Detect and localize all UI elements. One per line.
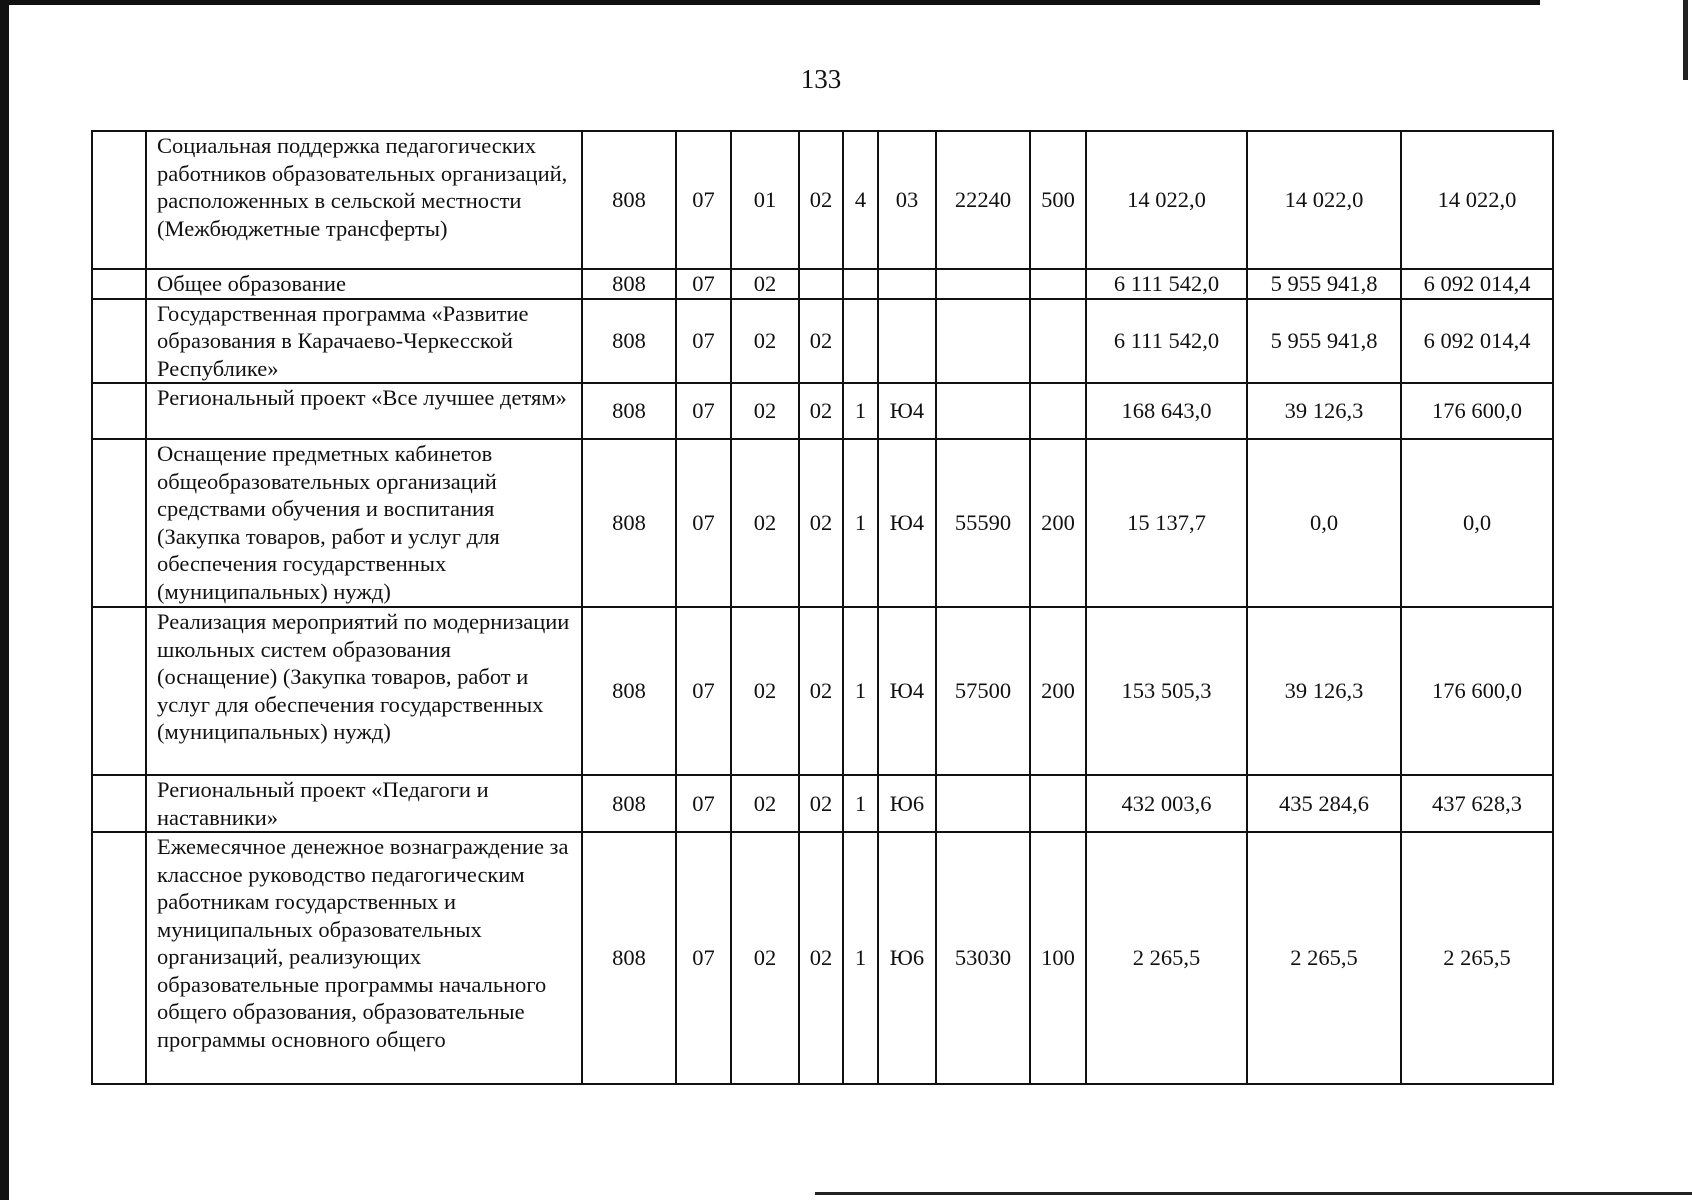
row-name: Региональный проект «Все лучшее детям» <box>146 383 582 439</box>
ministry-code: 808 <box>582 832 676 1084</box>
row-marker-cell <box>92 269 146 299</box>
ministry-code: 808 <box>582 131 676 269</box>
amount-year-3: 14 022,0 <box>1401 131 1553 269</box>
amount-year-3: 176 600,0 <box>1401 383 1553 439</box>
direction-code: 22240 <box>936 131 1030 269</box>
project-code <box>878 269 936 299</box>
budget-table <box>91 130 1554 1085</box>
row-marker-cell <box>92 832 146 1084</box>
subprogram-code: 1 <box>843 439 878 607</box>
section-code: 07 <box>676 383 731 439</box>
scan-bottom-border <box>815 1192 1692 1195</box>
table-row <box>92 832 1553 1084</box>
ministry-code: 808 <box>582 299 676 384</box>
amount-year-2: 5 955 941,8 <box>1247 269 1401 299</box>
amount-year-1: 153 505,3 <box>1086 607 1247 775</box>
amount-year-3: 6 092 014,4 <box>1401 299 1553 384</box>
direction-code <box>936 299 1030 384</box>
direction-code: 53030 <box>936 832 1030 1084</box>
project-code: Ю4 <box>878 607 936 775</box>
amount-year-1: 6 111 542,0 <box>1086 299 1247 384</box>
row-name: Государственная программа «Развитие образования в Карачаево-Черкесской Республике» <box>146 299 582 384</box>
project-code: Ю6 <box>878 832 936 1084</box>
table-row <box>92 439 1553 607</box>
subprogram-code <box>843 299 878 384</box>
scan-right-edge-mark <box>1683 0 1688 80</box>
table-row <box>92 269 1553 299</box>
program-code <box>799 269 843 299</box>
amount-year-2: 5 955 941,8 <box>1247 299 1401 384</box>
subsection-code: 02 <box>731 607 799 775</box>
program-code: 02 <box>799 383 843 439</box>
direction-code <box>936 269 1030 299</box>
row-marker-cell <box>92 131 146 269</box>
expense-type-code <box>1030 299 1086 384</box>
page-number: 133 <box>800 64 842 94</box>
amount-year-1: 168 643,0 <box>1086 383 1247 439</box>
ministry-code: 808 <box>582 439 676 607</box>
amount-year-1: 2 265,5 <box>1086 832 1247 1084</box>
expense-type-code <box>1030 269 1086 299</box>
ministry-code: 808 <box>582 383 676 439</box>
project-code: Ю4 <box>878 383 936 439</box>
table-row <box>92 775 1553 832</box>
subsection-code: 02 <box>731 832 799 1084</box>
subprogram-code: 1 <box>843 383 878 439</box>
project-code: Ю6 <box>878 775 936 832</box>
section-code: 07 <box>676 131 731 269</box>
subsection-code: 02 <box>731 775 799 832</box>
project-code: 03 <box>878 131 936 269</box>
table-row <box>92 383 1553 439</box>
program-code: 02 <box>799 832 843 1084</box>
project-code: Ю4 <box>878 439 936 607</box>
row-name: Оснащение предметных кабинетов общеобразовательных организаций средствами обучения и воспитания (Закупка товаров, работ и услуг для обеспечения государственных (муниципальных) нужд) <box>146 439 582 607</box>
subsection-code: 01 <box>731 131 799 269</box>
row-name: Общее образование <box>146 269 582 299</box>
amount-year-2: 2 265,5 <box>1247 832 1401 1084</box>
amount-year-1: 432 003,6 <box>1086 775 1247 832</box>
amount-year-2: 14 022,0 <box>1247 131 1401 269</box>
amount-year-2: 435 284,6 <box>1247 775 1401 832</box>
section-code: 07 <box>676 269 731 299</box>
table-row <box>92 299 1553 384</box>
direction-code: 55590 <box>936 439 1030 607</box>
amount-year-3: 0,0 <box>1401 439 1553 607</box>
section-code: 07 <box>676 775 731 832</box>
section-code: 07 <box>676 439 731 607</box>
subprogram-code: 1 <box>843 607 878 775</box>
direction-code: 57500 <box>936 607 1030 775</box>
row-marker-cell <box>92 775 146 832</box>
row-marker-cell <box>92 439 146 607</box>
ministry-code: 808 <box>582 775 676 832</box>
expense-type-code <box>1030 775 1086 832</box>
ministry-code: 808 <box>582 269 676 299</box>
amount-year-3: 437 628,3 <box>1401 775 1553 832</box>
amount-year-1: 15 137,7 <box>1086 439 1247 607</box>
row-name: Социальная поддержка педагогических работников образовательных организаций, расположенных в сельской местности (Межбюджетные трансферты) <box>146 131 582 269</box>
program-code: 02 <box>799 299 843 384</box>
row-name: Региональный проект «Педагоги и наставники» <box>146 775 582 832</box>
program-code: 02 <box>799 439 843 607</box>
section-code: 07 <box>676 607 731 775</box>
amount-year-3: 6 092 014,4 <box>1401 269 1553 299</box>
amount-year-3: 176 600,0 <box>1401 607 1553 775</box>
subsection-code: 02 <box>731 269 799 299</box>
subprogram-code: 4 <box>843 131 878 269</box>
subsection-code: 02 <box>731 299 799 384</box>
scan-left-border <box>0 0 9 1200</box>
program-code: 02 <box>799 607 843 775</box>
scan-top-border <box>0 0 1540 5</box>
subsection-code: 02 <box>731 439 799 607</box>
expense-type-code: 500 <box>1030 131 1086 269</box>
direction-code <box>936 383 1030 439</box>
project-code <box>878 299 936 384</box>
subprogram-code <box>843 269 878 299</box>
subsection-code: 02 <box>731 383 799 439</box>
amount-year-1: 14 022,0 <box>1086 131 1247 269</box>
section-code: 07 <box>676 299 731 384</box>
program-code: 02 <box>799 131 843 269</box>
amount-year-3: 2 265,5 <box>1401 832 1553 1084</box>
program-code: 02 <box>799 775 843 832</box>
amount-year-2: 39 126,3 <box>1247 383 1401 439</box>
subprogram-code: 1 <box>843 775 878 832</box>
expense-type-code: 200 <box>1030 439 1086 607</box>
section-code: 07 <box>676 832 731 1084</box>
row-marker-cell <box>92 607 146 775</box>
row-marker-cell <box>92 383 146 439</box>
table-row <box>92 607 1553 775</box>
amount-year-1: 6 111 542,0 <box>1086 269 1247 299</box>
expense-type-code: 200 <box>1030 607 1086 775</box>
expense-type-code <box>1030 383 1086 439</box>
row-marker-cell <box>92 299 146 384</box>
direction-code <box>936 775 1030 832</box>
subprogram-code: 1 <box>843 832 878 1084</box>
amount-year-2: 39 126,3 <box>1247 607 1401 775</box>
row-name: Ежемесячное денежное вознаграждение за классное руководство педагогическим работникам государственных и муниципальных образовательных организаций, реализующих образовательные программы начального общего образования, образовательные программы основного общего <box>146 832 582 1084</box>
expense-type-code: 100 <box>1030 832 1086 1084</box>
row-name: Реализация мероприятий по модернизации школьных систем образования (оснащение) (Закупка товаров, работ и услуг для обеспечения государственных (муниципальных) нужд) <box>146 607 582 775</box>
table-row <box>92 131 1553 269</box>
amount-year-2: 0,0 <box>1247 439 1401 607</box>
ministry-code: 808 <box>582 607 676 775</box>
